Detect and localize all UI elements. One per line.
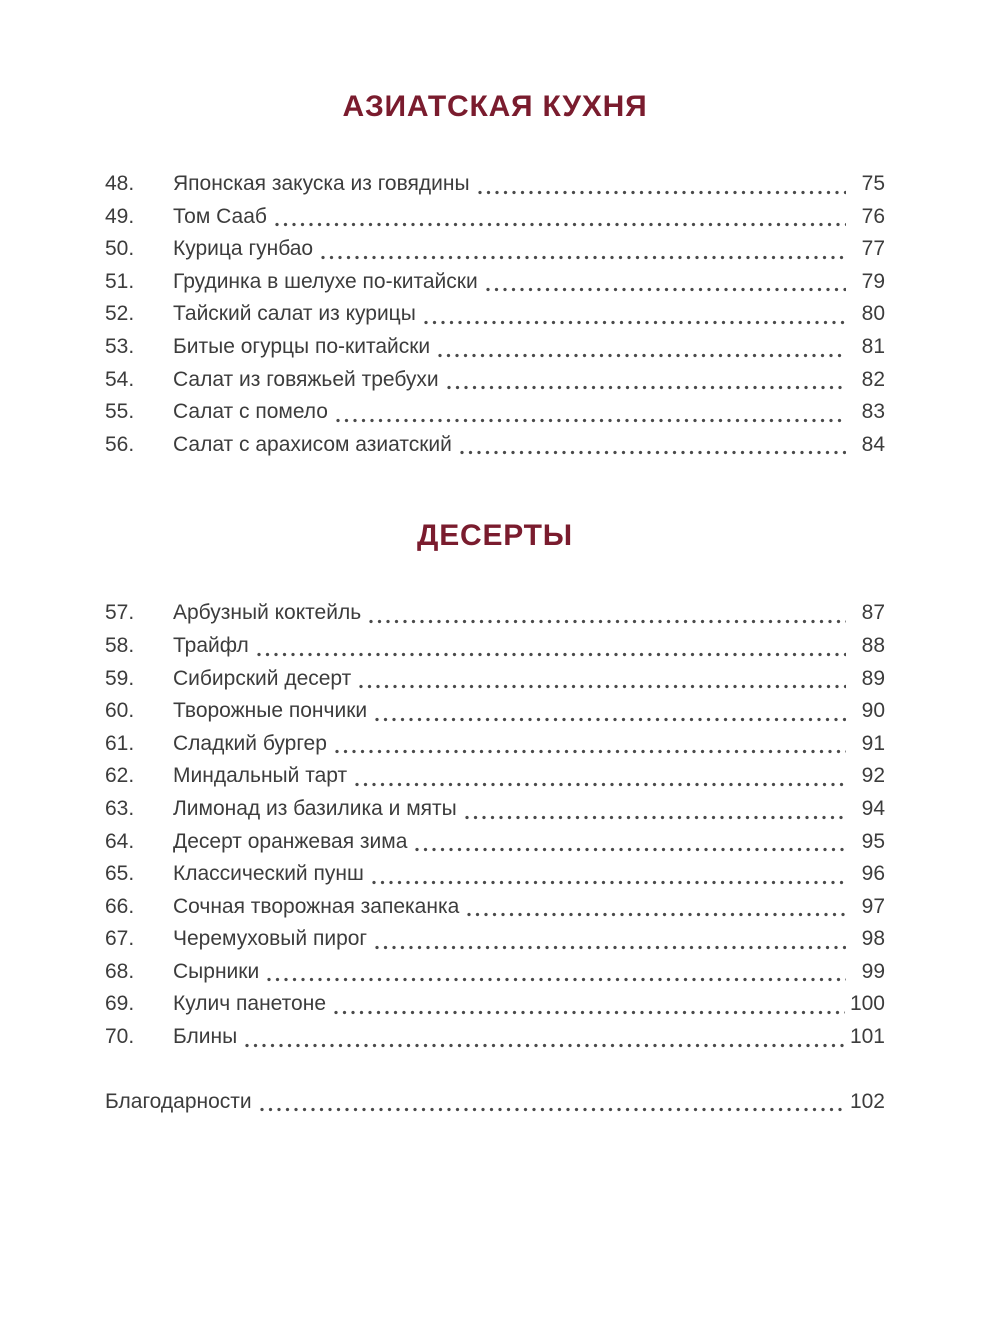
entry-page-number: 87 — [861, 601, 885, 625]
entry-title: Курица гунбао — [173, 237, 314, 261]
toc-row — [105, 695, 885, 728]
dot-leader — [467, 912, 846, 917]
toc-section — [105, 519, 885, 1053]
toc-row — [105, 331, 885, 364]
entry-title: Салат с арахисом азиатский — [173, 432, 452, 456]
entry-title: Лимонад из базилика и мяты — [173, 796, 457, 820]
entry-number: 57. — [105, 601, 135, 625]
entry-title: Сочная творожная запеканка — [173, 894, 460, 918]
entry-title: Арбузный коктейль — [173, 601, 362, 625]
dot-leader — [334, 1010, 845, 1015]
entry-page-number: 92 — [861, 764, 885, 788]
entry-page-number: 88 — [861, 633, 885, 657]
toc-row — [105, 298, 885, 331]
dot-leader — [372, 880, 846, 885]
toc-row — [105, 266, 885, 299]
dot-leader — [257, 652, 846, 657]
dot-leader — [415, 847, 846, 852]
entry-number: 59. — [105, 666, 135, 690]
entry-number: 56. — [105, 432, 135, 456]
entry-title: Сырники — [173, 959, 260, 983]
entry-number: 62. — [105, 764, 135, 788]
entry-number: 66. — [105, 894, 135, 918]
toc-row — [105, 168, 885, 201]
entry-number: 55. — [105, 400, 135, 424]
entry-title: Сибирский десерт — [173, 666, 352, 690]
entry-number: 64. — [105, 829, 135, 853]
entry-title: Японская закуска из говядины — [173, 172, 470, 195]
toc-sections — [105, 90, 885, 1054]
entry-page-number: 81 — [861, 334, 885, 358]
dot-leader — [424, 320, 846, 325]
dot-leader — [359, 684, 846, 689]
entry-number: 54. — [105, 367, 135, 391]
entry-title: Грудинка в шелухе по-китайски — [173, 269, 478, 293]
entry-page-number: 91 — [861, 731, 885, 755]
toc-row — [105, 630, 885, 663]
entry-title: Десерт оранжевая зима — [173, 829, 408, 853]
entry-number: 65. — [105, 862, 135, 886]
entry-title: Классический пунш — [173, 862, 364, 886]
entry-number: 61. — [105, 731, 135, 755]
toc-row — [105, 429, 885, 462]
dot-leader — [447, 385, 846, 390]
entry-number: 53. — [105, 334, 135, 358]
entry-title: Салат из говяжьей требухи — [173, 367, 439, 391]
toc-list — [105, 168, 885, 461]
section-heading: АЗИАТСКАЯ КУХНЯ — [342, 90, 648, 123]
toc-footer-row — [105, 1086, 885, 1119]
dot-leader — [267, 977, 846, 982]
toc-row — [105, 923, 885, 956]
dot-leader — [375, 945, 846, 950]
dot-leader — [478, 190, 846, 195]
toc-row — [105, 988, 885, 1021]
entry-title: Тайский салат из курицы — [173, 302, 416, 326]
entry-title: Том Сааб — [173, 204, 267, 228]
entry-title: Сладкий бургер — [173, 731, 327, 755]
entry-page-number: 90 — [861, 699, 885, 723]
toc-row — [105, 891, 885, 924]
toc-row — [105, 760, 885, 793]
entry-title: Творожные пончики — [173, 699, 368, 723]
entry-number: 52. — [105, 302, 135, 326]
dot-leader — [260, 1107, 845, 1112]
entry-number: 50. — [105, 237, 135, 261]
toc-row — [105, 793, 885, 826]
entry-page-number: 89 — [861, 666, 885, 690]
entry-number: 48. — [105, 172, 135, 195]
toc-row — [105, 826, 885, 859]
dot-leader — [275, 222, 846, 227]
entry-page-number: 94 — [861, 796, 885, 820]
entry-page-number: 99 — [861, 959, 885, 983]
toc-section — [105, 90, 885, 461]
entry-title: Битые огурцы по-китайски — [173, 334, 431, 358]
dot-leader — [369, 619, 846, 624]
toc-row — [105, 956, 885, 989]
dot-leader — [465, 815, 846, 820]
toc-row — [105, 396, 885, 429]
entry-page-number: 97 — [861, 894, 885, 918]
entry-number: 69. — [105, 992, 135, 1016]
toc-row — [105, 858, 885, 891]
entry-number: 58. — [105, 633, 135, 657]
entry-page-number: 95 — [861, 829, 885, 853]
entry-number: 70. — [105, 1025, 135, 1049]
entry-page-number: 96 — [861, 862, 885, 886]
entry-page-number: 98 — [861, 927, 885, 951]
footer-page-number: 102 — [849, 1089, 885, 1113]
footer-title: Благодарности — [105, 1089, 252, 1113]
entry-page-number: 80 — [861, 302, 885, 326]
entry-page-number: 84 — [861, 432, 885, 456]
toc-row — [105, 1021, 885, 1054]
entry-number: 51. — [105, 269, 135, 293]
dot-leader — [375, 717, 846, 722]
entry-page-number: 75 — [861, 172, 885, 195]
toc-row — [105, 233, 885, 266]
entry-page-number: 83 — [861, 400, 885, 424]
toc-row — [105, 201, 885, 234]
entry-title: Блины — [173, 1025, 238, 1049]
toc-row — [105, 597, 885, 630]
entry-number: 63. — [105, 796, 135, 820]
dot-leader — [355, 782, 846, 787]
entry-page-number: 82 — [861, 367, 885, 391]
dot-leader — [336, 418, 846, 423]
entry-title: Салат с помело — [173, 400, 328, 424]
toc-row — [105, 728, 885, 761]
section-heading: ДЕСЕРТЫ — [417, 519, 573, 553]
toc-list — [105, 597, 885, 1053]
entry-number: 67. — [105, 927, 135, 951]
dot-leader — [438, 353, 846, 358]
entry-page-number: 101 — [849, 1025, 885, 1049]
dot-leader — [335, 749, 846, 754]
dot-leader — [321, 255, 846, 260]
dot-leader — [460, 450, 846, 455]
entry-page-number: 100 — [849, 992, 885, 1016]
entry-title: Черемуховый пирог — [173, 927, 368, 951]
entry-title: Кулич панетоне — [173, 992, 326, 1016]
entry-page-number: 77 — [861, 237, 885, 261]
dot-leader — [245, 1043, 845, 1048]
toc-row — [105, 364, 885, 397]
toc-row — [105, 663, 885, 696]
entry-title: Трайфл — [173, 633, 249, 657]
entry-page-number: 76 — [861, 204, 885, 228]
entry-page-number: 79 — [861, 269, 885, 293]
entry-title: Миндальный тарт — [173, 764, 348, 788]
entry-number: 68. — [105, 959, 135, 983]
dot-leader — [486, 287, 846, 292]
entry-number: 49. — [105, 204, 135, 228]
entry-number: 60. — [105, 699, 135, 723]
